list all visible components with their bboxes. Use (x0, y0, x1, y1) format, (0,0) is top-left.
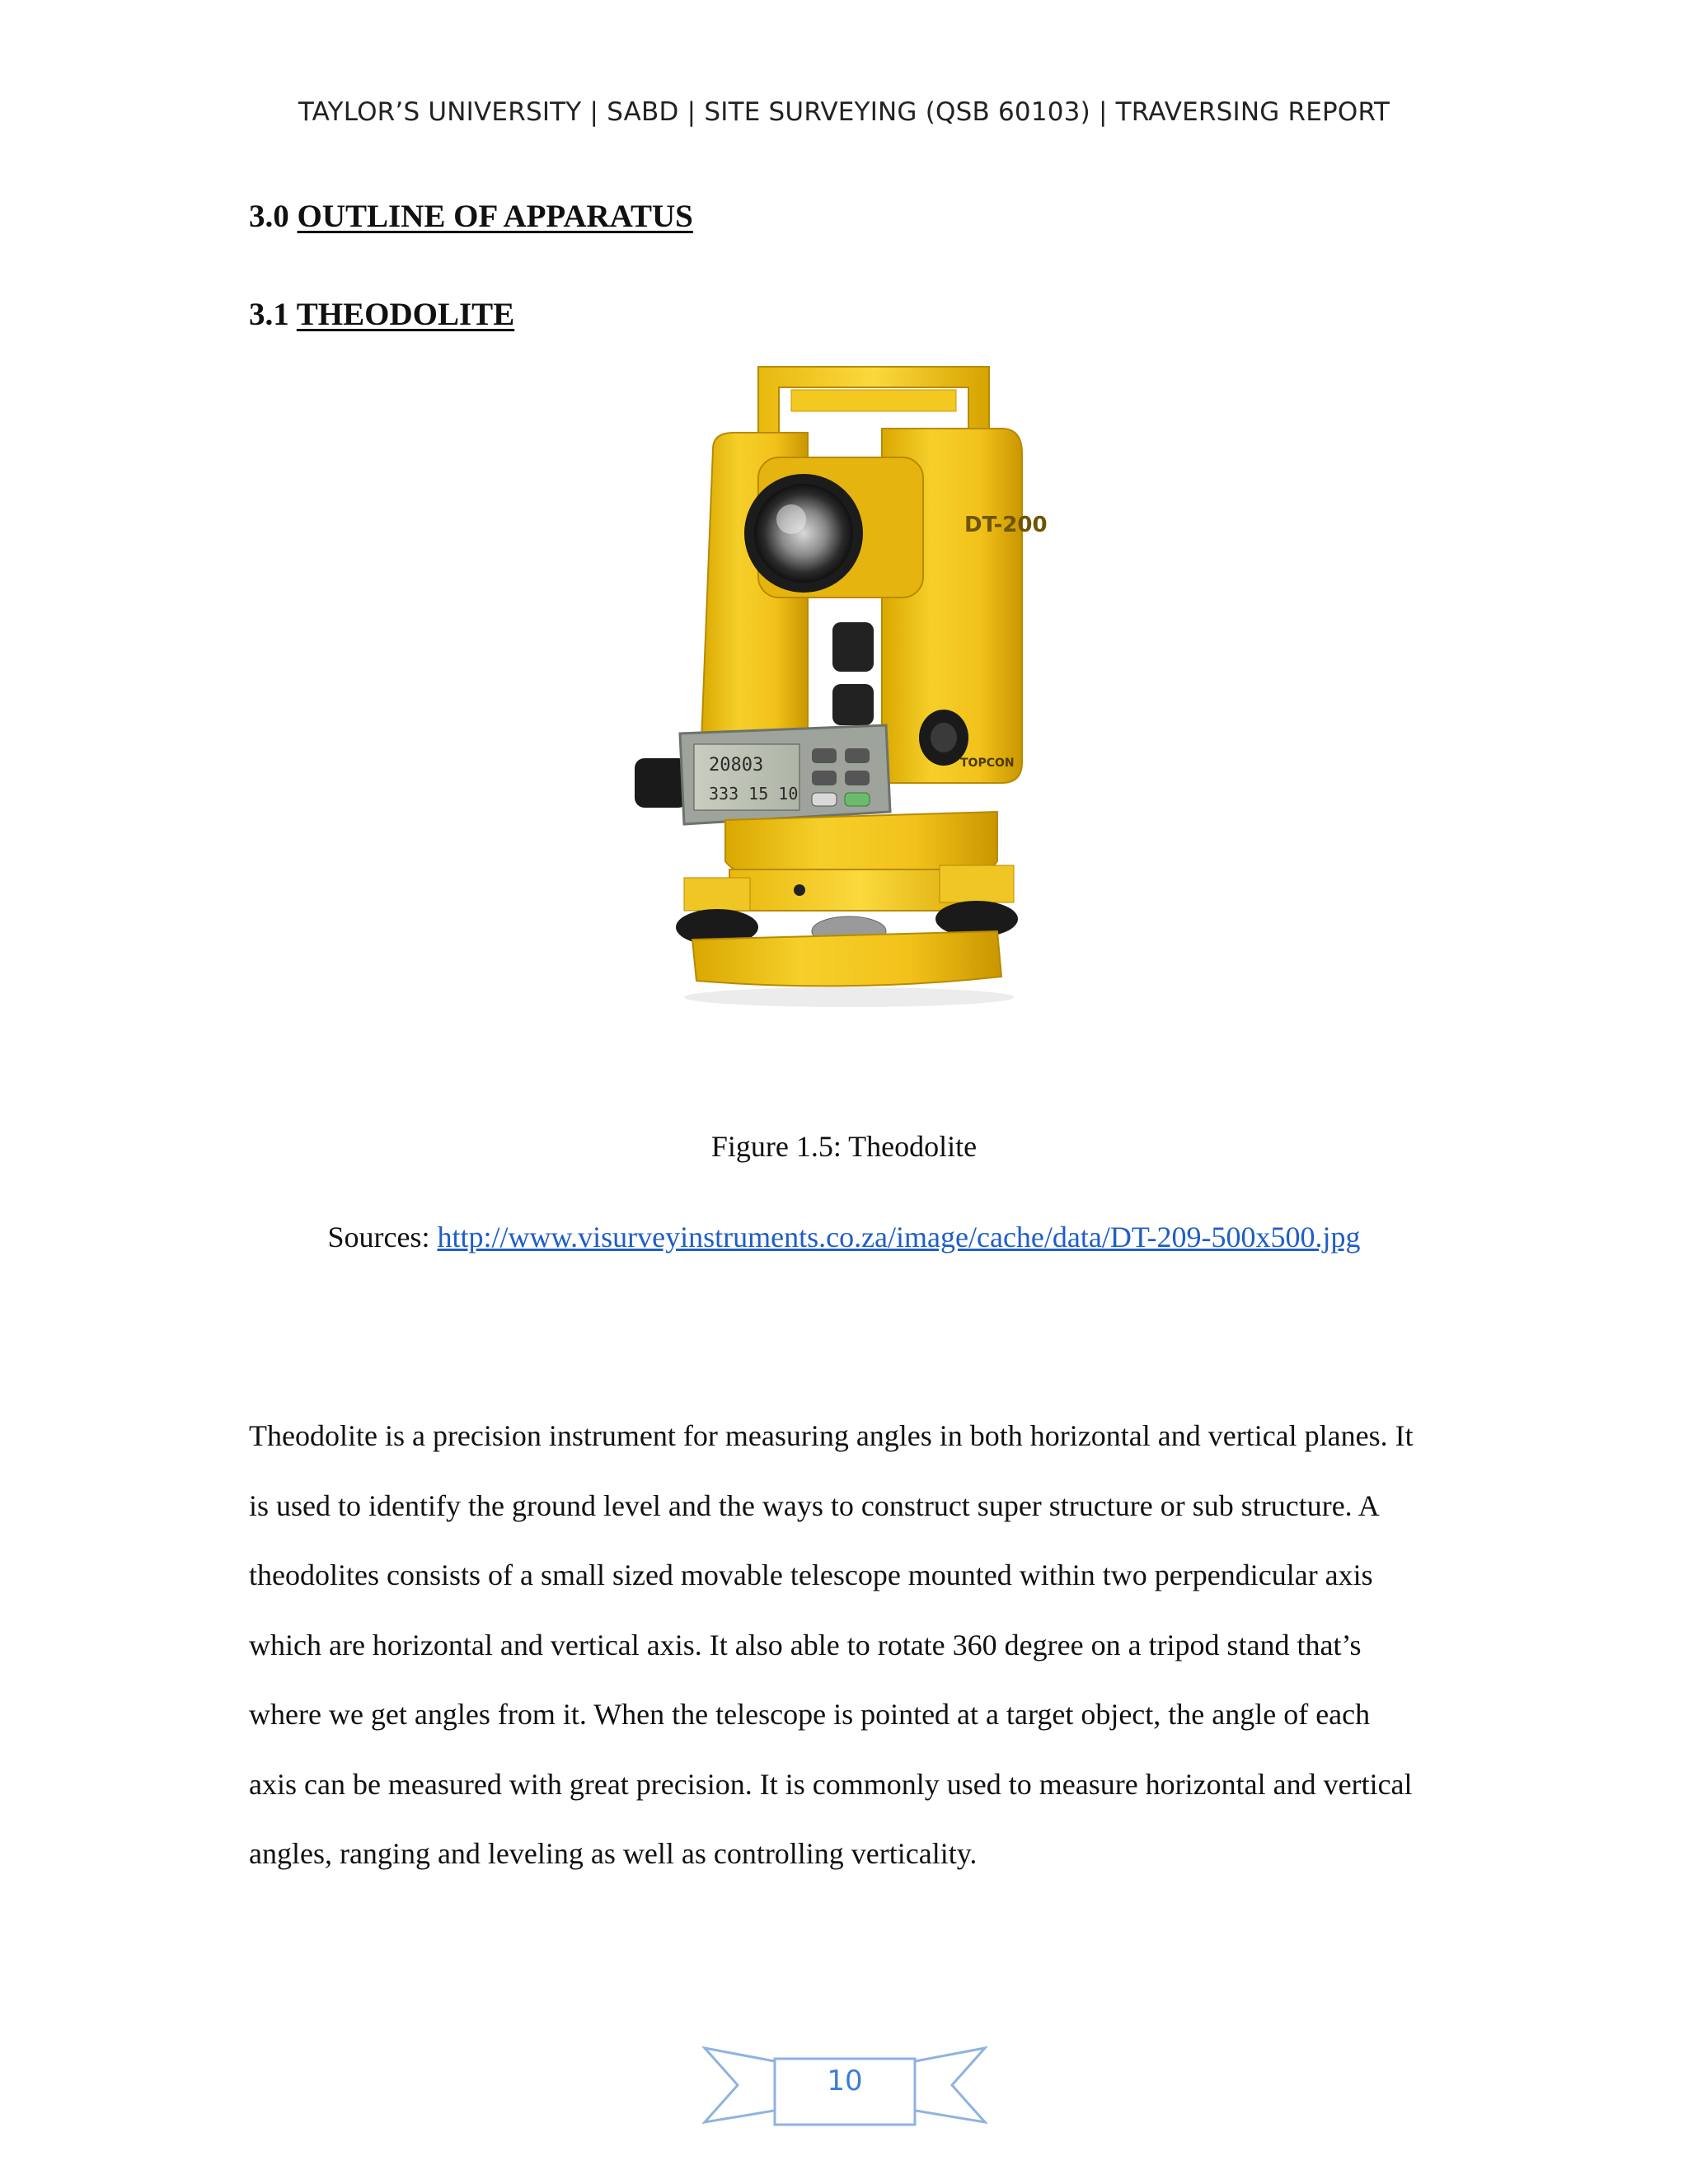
body-line: theodolites consists of a small sized movable telescope mounted within two perpendicular axis (249, 1558, 1373, 1591)
page-header: TAYLOR’S UNIVERSITY | SABD | SITE SURVEYING (QSB 60103) | TRAVERSING REPORT (298, 97, 1390, 127)
model-label: DT-200 (964, 513, 1048, 537)
body-line: angles, ranging and leveling as well as controlling verticality. (249, 1837, 978, 1870)
body-line: which are horizontal and vertical axis. It also able to rotate 360 degree on a tripod stand that’s (249, 1628, 1362, 1661)
body-paragraph (249, 1401, 1461, 1889)
display-line-1: 20803 (709, 755, 764, 776)
body-line: is used to identify the ground level and the ways to construct super structure or sub structure. A (249, 1488, 1380, 1522)
sources-link[interactable]: http://www.visurveyinstruments.co.za/image/cache/data/DT-209-500x500.jpg (437, 1221, 1361, 1254)
subsection-title: THEODOLITE (296, 297, 515, 332)
section-heading (249, 198, 693, 235)
theodolite-figure (635, 350, 1055, 1018)
theodolite-image (635, 350, 1055, 1018)
figure-sources (0, 1220, 1688, 1254)
body-line: Theodolite is a precision instrument for measuring angles in both horizontal and vertical planes. It (249, 1419, 1414, 1452)
body-line: where we get angles from it. When the telescope is pointed at a target object, the angle of each (249, 1698, 1371, 1731)
brand-label: TOPCON (960, 757, 1015, 770)
sources-label: Sources: (327, 1221, 430, 1254)
subsection-number: 3.1 (249, 297, 289, 332)
section-title: OUTLINE OF APPARATUS (297, 199, 693, 234)
subsection-heading (249, 296, 514, 333)
display-line-2: 333 15 10 (709, 784, 799, 804)
section-number: 3.0 (249, 199, 289, 234)
figure-caption: Figure 1.5: Theodolite (710, 1130, 978, 1163)
body-line: axis can be measured with great precision. It is commonly used to measure horizontal and vertical (249, 1767, 1413, 1801)
page-number: 10 (827, 2064, 863, 2097)
